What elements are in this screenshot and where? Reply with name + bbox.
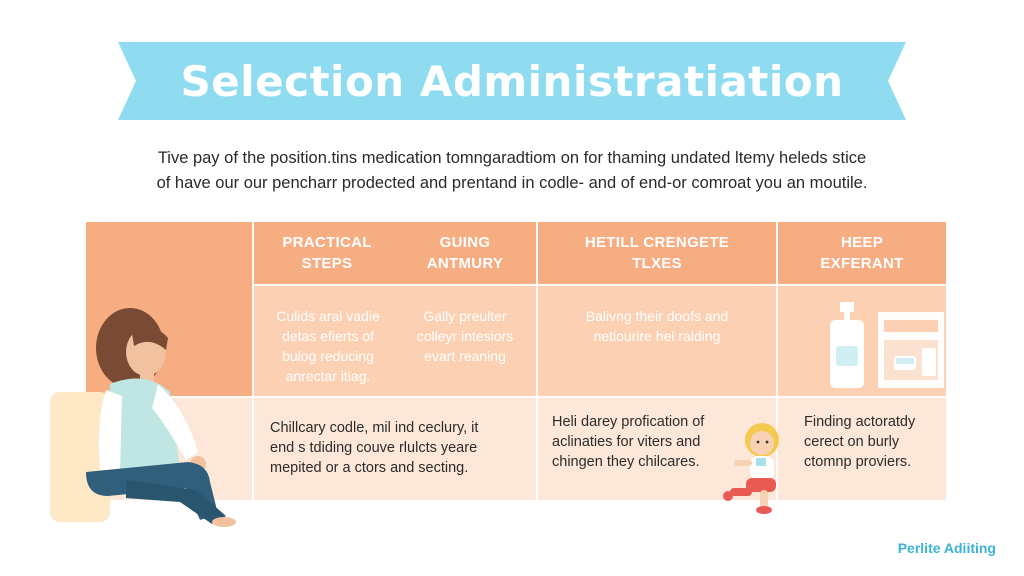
header-hetill-crengete: HETILL CRENGETE TLXES	[538, 222, 776, 284]
woman-illustration	[40, 300, 240, 536]
intro-line-1: Tive pay of the position.tins medication tomngaradtiom on for thaming undated ltemy heleds stice	[157, 149, 867, 167]
middle-text-2: Gally preulter colleyr intesiors evart reaning	[416, 308, 514, 364]
bottom-text-2: Heli darey profication of aclinaties for viters and chingen they chilcares.	[552, 414, 705, 470]
grid-line	[536, 222, 538, 500]
middle-text-3: Balivng their doofs and netiourire hel ralding	[585, 308, 729, 344]
bottom-text-3: Finding actoratdy cerect on burly ctomnp proviers.	[804, 414, 916, 470]
intro-paragraph	[130, 146, 894, 196]
header-guing-antmury: GUING ANTMURY	[426, 234, 504, 272]
grid-line	[252, 222, 254, 500]
page-title: Selection Administratiation	[180, 56, 844, 106]
header-practical-steps: PRACTICAL STEPS	[282, 234, 372, 272]
middle-text-1: Culids aral vadie detas efierts of bulog reducing anrectar itiag.	[276, 308, 380, 384]
child-illustration	[716, 418, 796, 522]
intro-line-2: of have our our pencharr prodected and prentand in codle- and of end-or comroat you an moutile.	[156, 174, 868, 192]
supplies-illustration	[822, 302, 946, 392]
grid-line	[252, 284, 946, 286]
title-banner	[118, 42, 906, 120]
bottom-text-1: Chillcary codle, mil ind ceclury, it end s tdiding couve rlulcts yeare mepited or a ctors and secting.	[270, 420, 479, 476]
footer-brand: Perlite Adiiting	[897, 540, 996, 556]
header-heep-exferant: HEEP EXFERANT	[778, 222, 946, 284]
